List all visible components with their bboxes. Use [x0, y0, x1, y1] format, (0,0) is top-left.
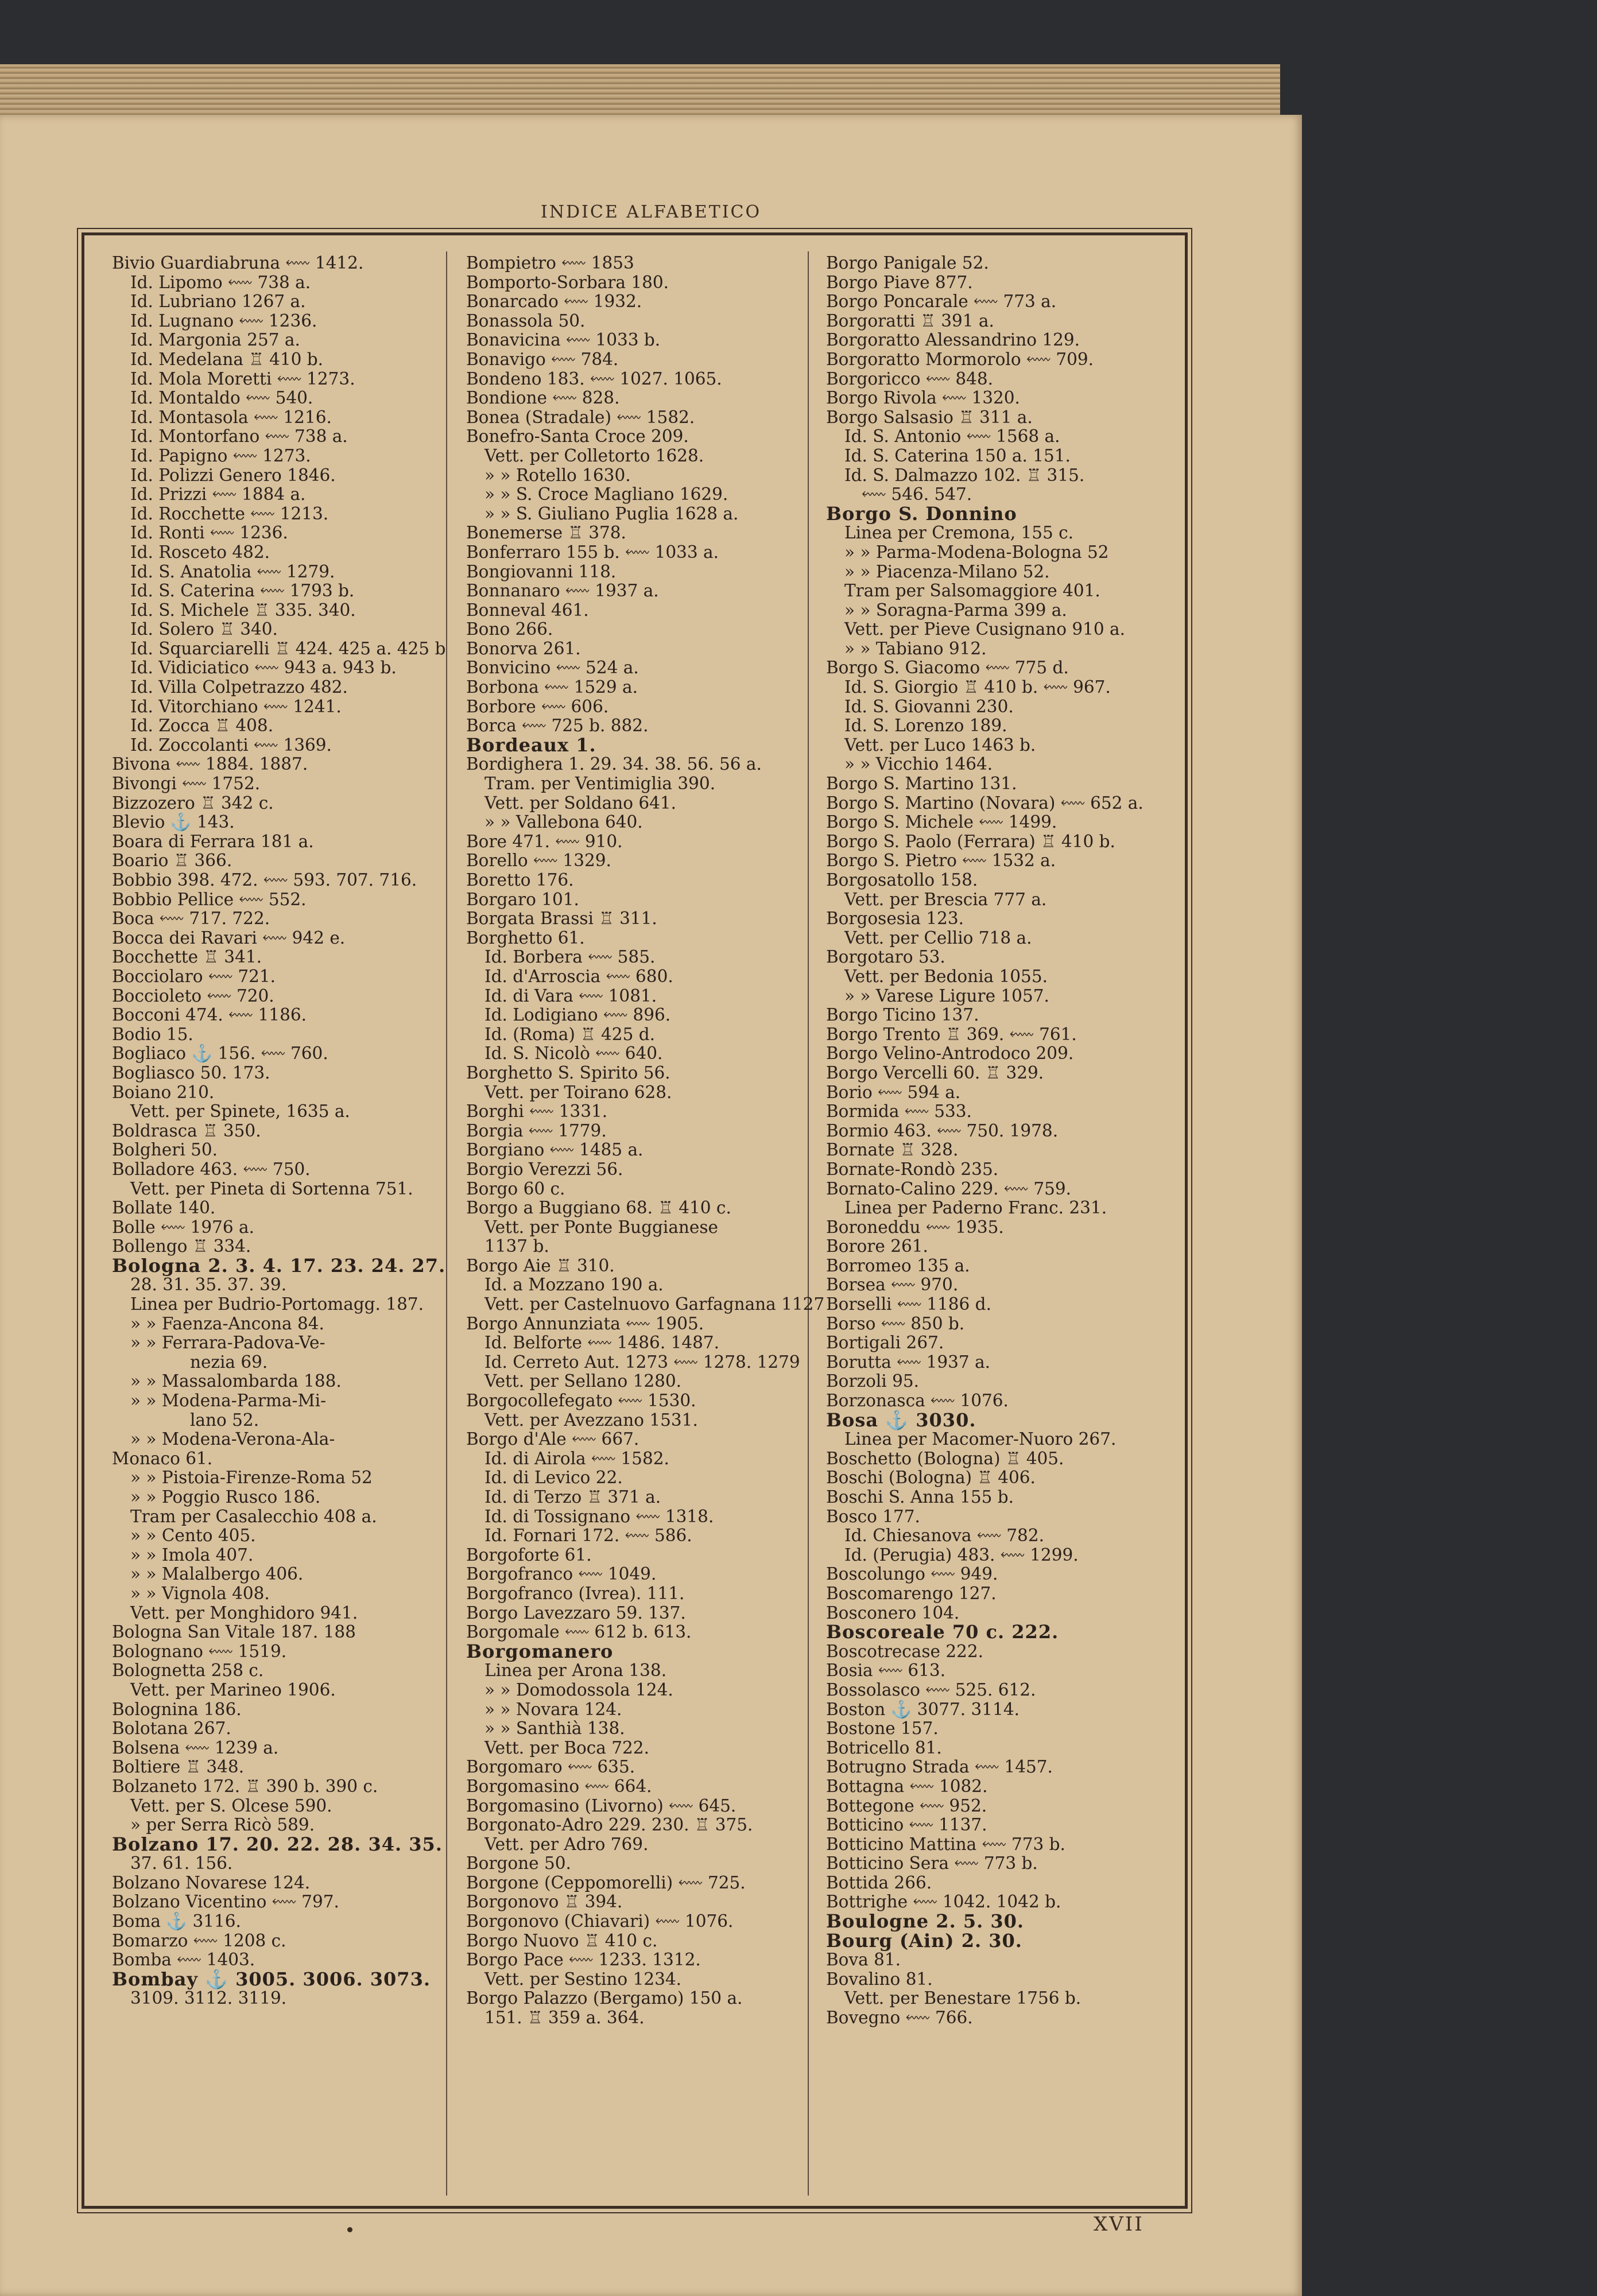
- index-entry: Borgo Vercelli 60. ♖ 329.: [826, 1062, 1044, 1083]
- index-entry: » » Varese Ligure 1057.: [844, 986, 1049, 1006]
- index-entry: Bosia ⬳ 613.: [826, 1661, 946, 1681]
- index-entry: Borbona ⬳ 1529 a.: [466, 677, 638, 697]
- index-entry: Id. Mola Moretti ⬳ 1273.: [130, 369, 355, 389]
- index-entry: Borghetto 61.: [466, 928, 585, 948]
- index-entry: Id. Vitorchiano ⬳ 1241.: [130, 696, 342, 716]
- index-entry: Bonea (Stradale) ⬳ 1582.: [466, 407, 695, 427]
- index-entry: » » Faenza-Ancona 84.: [130, 1313, 324, 1333]
- index-entry: Bolsena ⬳ 1239 a.: [112, 1737, 279, 1758]
- index-entry: Borgoratti ♖ 391 a.: [826, 311, 994, 331]
- index-entry: » » Piacenza-Milano 52.: [844, 561, 1050, 581]
- index-entry: Vett. per Adro 769.: [484, 1834, 649, 1854]
- index-entry: Bovalino 81.: [826, 1969, 933, 1989]
- index-entry: » » Tabiano 912.: [844, 638, 987, 658]
- index-entry: Borgoricco ⬳ 848.: [826, 369, 994, 389]
- index-entry: Bolzano 17. 20. 22. 28. 34. 35.: [112, 1833, 443, 1855]
- index-entry: Vett. per Benestare 1756 b.: [844, 1988, 1082, 2008]
- index-entry: Vett. per Brescia 777 a.: [844, 889, 1047, 909]
- index-entry: Bomarzo ⬳ 1208 c.: [112, 1930, 286, 1950]
- index-entry: Borgo Nuovo ♖ 410 c.: [466, 1930, 658, 1950]
- index-entry: » » S. Giuliano Puglia 1628 a.: [484, 503, 739, 523]
- index-entry: Bolzaneto 172. ♖ 390 b. 390 c.: [112, 1776, 378, 1796]
- index-entry: Id. Villa Colpetrazzo 482.: [130, 677, 348, 697]
- index-entry: Bondeno 183. ⬳ 1027. 1065.: [466, 369, 722, 389]
- index-entry: Vett. per Sestino 1234.: [484, 1969, 682, 1989]
- index-entry: Id. Margonia 257 a.: [130, 330, 300, 350]
- index-entry: Monaco 61.: [112, 1448, 213, 1468]
- index-entry: Id. Squarciarelli ♖ 424. 425 a. 425 b: [130, 638, 446, 658]
- index-entry: Bolle ⬳ 1976 a.: [112, 1217, 254, 1237]
- index-entry: Bonferraro 155 b. ⬳ 1033 a.: [466, 542, 719, 562]
- index-entry: Id. Polizzi Genero 1846.: [130, 465, 336, 485]
- index-entry: Bocca dei Ravari ⬳ 942 e.: [112, 928, 346, 948]
- index-entry: Id. Montorfano ⬳ 738 a.: [130, 426, 348, 447]
- index-entry: Id. Zoccolanti ⬳ 1369.: [130, 735, 332, 755]
- index-entry: Borgata Brassi ♖ 311.: [466, 909, 657, 929]
- index-entry: Vett. per Bedonia 1055.: [844, 966, 1048, 986]
- index-entry: Id. Fornari 172. ⬳ 586.: [484, 1526, 692, 1546]
- index-entry: Boiano 210.: [112, 1082, 215, 1102]
- index-entry: Id. Solero ♖ 340.: [130, 619, 278, 639]
- index-entry: Bolzano Novarese 124.: [112, 1872, 311, 1892]
- index-entry: Id. S. Nicolò ⬳ 640.: [484, 1044, 663, 1064]
- index-entry: » » Novara 124.: [484, 1699, 622, 1719]
- index-entry: Boscoreale 70 c. 222.: [826, 1621, 1059, 1643]
- index-entry: Borgo S. Donnino: [826, 502, 1017, 525]
- index-entry: Borgio Verezzi 56.: [466, 1159, 623, 1179]
- index-entry: Botticino ⬳ 1137.: [826, 1815, 987, 1835]
- index-entry: Tram per Salsomaggiore 401.: [844, 581, 1100, 601]
- index-entry: lano 52.: [190, 1410, 259, 1430]
- index-entry: Bonavicina ⬳ 1033 b.: [466, 330, 661, 350]
- index-entry: Borutta ⬳ 1937 a.: [826, 1352, 991, 1372]
- index-entry: Borgomaro ⬳ 635.: [466, 1757, 635, 1777]
- index-entry: Borca ⬳ 725 b. 882.: [466, 716, 649, 736]
- index-entry: Borgoforte 61.: [466, 1545, 592, 1565]
- index-entry: » » Modena-Verona-Ala-: [130, 1429, 335, 1449]
- index-entry: Bonarcado ⬳ 1932.: [466, 292, 642, 312]
- index-entry: Bonavigo ⬳ 784.: [466, 349, 619, 369]
- index-entry: Bosco 177.: [826, 1506, 920, 1526]
- index-entry: » » Soragna-Parma 399 a.: [844, 600, 1067, 620]
- index-entry: Id. Montaldo ⬳ 540.: [130, 388, 313, 408]
- index-entry: Id. di Terzo ♖ 371 a.: [484, 1487, 661, 1507]
- index-entry: Borgaro 101.: [466, 889, 579, 909]
- index-entry: Borgo a Buggiano 68. ♖ 410 c.: [466, 1198, 731, 1218]
- index-entry: Borso ⬳ 850 b.: [826, 1313, 965, 1333]
- index-entry: Vett. per Boca 722.: [484, 1737, 649, 1758]
- index-entry: 151. ♖ 359 a. 364.: [484, 2008, 645, 2028]
- index-entry: Id. di Tossignano ⬳ 1318.: [484, 1506, 714, 1526]
- index-entry: Bologna San Vitale 187. 188: [112, 1622, 356, 1642]
- index-entry: Vett. per Cellio 718 a.: [844, 928, 1032, 948]
- index-entry: Borgo Palazzo (Bergamo) 150 a.: [466, 1988, 743, 2008]
- page-number: XVII: [1094, 2213, 1144, 2236]
- index-entry: Bongiovanni 118.: [466, 561, 617, 581]
- index-entry: Vett. per Colletorto 1628.: [484, 445, 704, 466]
- index-entry: Id. Lugnano ⬳ 1236.: [130, 311, 317, 331]
- index-entry: 1137 b.: [484, 1236, 549, 1256]
- index-entry: Borgofranco (Ivrea). 111.: [466, 1583, 685, 1603]
- index-entry: Borgo S. Giacomo ⬳ 775 d.: [826, 658, 1069, 678]
- index-entry: Id. S. Dalmazzo 102. ♖ 315.: [844, 465, 1085, 485]
- index-entry: Id. S. Antonio ⬳ 1568 a.: [844, 426, 1060, 447]
- index-entry: 3109. 3112. 3119.: [130, 1988, 287, 2008]
- index-entry: Boretto 176.: [466, 870, 574, 890]
- index-entry: Boschi S. Anna 155 b.: [826, 1487, 1014, 1507]
- index-entry: Bostone 157.: [826, 1719, 939, 1739]
- index-entry: Bonefro-Santa Croce 209.: [466, 426, 689, 447]
- index-entry: Bottrighe ⬳ 1042. 1042 b.: [826, 1892, 1061, 1912]
- index-entry: Borore 261.: [826, 1236, 928, 1256]
- index-entry: Bosa ⚓ 3030.: [826, 1409, 976, 1431]
- index-entry: Id. S. Caterina 150 a. 151.: [844, 445, 1071, 466]
- index-entry: Id. Chiesanova ⬳ 782.: [844, 1526, 1044, 1546]
- index-entry: Bolognetta 258 c.: [112, 1661, 264, 1681]
- index-entry: » » Parma-Modena-Bologna 52: [844, 542, 1109, 562]
- index-entry: Vett. per Castelnuovo Garfagnana 1127: [484, 1294, 825, 1314]
- index-entry: Bonnanaro ⬳ 1937 a.: [466, 581, 659, 601]
- index-entry: Borgo S. Martino 131.: [826, 774, 1017, 794]
- page-speck: [347, 2227, 352, 2232]
- index-entry: Borgonovo (Chiavari) ⬳ 1076.: [466, 1911, 734, 1932]
- index-entry: Borghetto S. Spirito 56.: [466, 1062, 670, 1083]
- index-entry: Vett. per Marineo 1906.: [130, 1680, 336, 1700]
- index-entry: Bormida ⬳ 533.: [826, 1102, 972, 1122]
- index-entry: Botticino Mattina ⬳ 773 b.: [826, 1834, 1065, 1854]
- index-entry: Id. Lipomo ⬳ 738 a.: [130, 272, 311, 292]
- index-entry: Borgo Aie ♖ 310.: [466, 1255, 615, 1275]
- index-entry: Borgo Lavezzaro 59. 137.: [466, 1603, 686, 1623]
- index-entry: Bonorva 261.: [466, 638, 581, 658]
- index-entry: Bobbio Pellice ⬳ 552.: [112, 889, 307, 909]
- index-entry: » » Imola 407.: [130, 1545, 254, 1565]
- index-entry: Id. S. Anatolia ⬳ 1279.: [130, 561, 335, 581]
- index-entry: Borzoli 95.: [826, 1371, 920, 1391]
- index-entry: Borgo Piave 877.: [826, 272, 973, 292]
- index-entry: Id. Zocca ♖ 408.: [130, 716, 274, 736]
- index-entry: Bizzozero ♖ 342 c.: [112, 793, 274, 813]
- page-header: INDICE ALFABETICO: [540, 202, 762, 222]
- index-entry: Bornate ♖ 328.: [826, 1140, 959, 1160]
- index-entry: Bomba ⬳ 1403.: [112, 1950, 255, 1970]
- index-entry: Borgo S. Martino (Novara) ⬳ 652 a.: [826, 793, 1144, 813]
- index-entry: Id. Borbera ⬳ 585.: [484, 947, 656, 967]
- index-entry: Bova 81.: [826, 1950, 901, 1970]
- index-entry: Bocciolaro ⬳ 721.: [112, 966, 276, 986]
- index-entry: Linea per Cremona, 155 c.: [844, 523, 1074, 543]
- index-entry: Borgo Ticino 137.: [826, 1005, 979, 1025]
- index-entry: Id. di Airola ⬳ 1582.: [484, 1448, 669, 1468]
- index-entry: » » Domodossola 124.: [484, 1680, 673, 1700]
- index-entry: Borgo S. Paolo (Ferrara) ♖ 410 b.: [826, 831, 1115, 851]
- index-entry: Boston ⚓ 3077. 3114.: [826, 1699, 1020, 1719]
- index-entry: Borgo S. Michele ⬳ 1499.: [826, 812, 1057, 832]
- index-entry: Borgoratto Mormorolo ⬳ 709.: [826, 349, 1094, 369]
- index-entry: Bondione ⬳ 828.: [466, 388, 620, 408]
- index-entry: Borgofranco ⬳ 1049.: [466, 1564, 657, 1584]
- index-entry: 28. 31. 35. 37. 39.: [130, 1275, 287, 1295]
- index-entry: Vett. per Soldano 641.: [484, 793, 677, 813]
- index-entry: Vett. per Ponte Buggianese: [484, 1217, 718, 1237]
- index-entry: Borbore ⬳ 606.: [466, 696, 609, 716]
- index-entry: Borgonovo ♖ 394.: [466, 1892, 623, 1912]
- index-entry: Id. S. Michele ♖ 335. 340.: [130, 600, 356, 620]
- index-entry: Borgo Annunziata ⬳ 1905.: [466, 1313, 704, 1333]
- index-entry: » » Pistoia-Firenze-Roma 52: [130, 1468, 373, 1488]
- index-entry: Boccioleto ⬳ 720.: [112, 986, 274, 1006]
- index-entry: Vett. per Pieve Cusignano 910 a.: [844, 619, 1125, 639]
- index-entry: Id. Montasola ⬳ 1216.: [130, 407, 332, 427]
- index-entry: Bornato-Calino 229. ⬳ 759.: [826, 1178, 1072, 1199]
- index-entry: Bolognina 186.: [112, 1699, 242, 1719]
- index-entry: Borromeo 135 a.: [826, 1255, 970, 1275]
- index-entry: Vett. per Monghidoro 941.: [130, 1603, 358, 1623]
- index-entry: Boario ♖ 366.: [112, 851, 232, 871]
- index-entry: Borzonasca ⬳ 1076.: [826, 1391, 1009, 1411]
- index-entry: Bolotana 267.: [112, 1719, 231, 1739]
- index-entry: Borgomale ⬳ 612 b. 613.: [466, 1622, 692, 1642]
- index-entry: Bortigali 267.: [826, 1333, 944, 1353]
- index-entry: Boara di Ferrara 181 a.: [112, 831, 314, 851]
- index-entry: Id. Lodigiano ⬳ 896.: [484, 1005, 671, 1025]
- index-entry: Id. di Levico 22.: [484, 1468, 623, 1488]
- index-entry: Borgoratto Alessandrino 129.: [826, 330, 1080, 350]
- index-entry: Boscotrecase 222.: [826, 1641, 984, 1661]
- index-entry: Id. Lubriano 1267 a.: [130, 292, 306, 312]
- index-entry: Vett. per Avezzano 1531.: [484, 1410, 698, 1430]
- index-entry: Bore 471. ⬳ 910.: [466, 831, 623, 851]
- index-entry: Borgiano ⬳ 1485 a.: [466, 1140, 644, 1160]
- index-entry: Bossolasco ⬳ 525. 612.: [826, 1680, 1036, 1700]
- index-entry: Bomporto-Sorbara 180.: [466, 272, 669, 292]
- index-entry: Vett. per Sellano 1280.: [484, 1371, 682, 1391]
- index-entry: Borgo d'Ale ⬳ 667.: [466, 1429, 639, 1449]
- index-entry: Boca ⬳ 717. 722.: [112, 909, 270, 929]
- index-entry: Id. (Roma) ♖ 425 d.: [484, 1024, 655, 1044]
- index-entry: Bivongi ⬳ 1752.: [112, 774, 261, 794]
- index-entry: Boschi (Bologna) ♖ 406.: [826, 1468, 1036, 1488]
- index-entry: Bordighera 1. 29. 34. 38. 56. 56 a.: [466, 754, 762, 774]
- index-entry: Id. di Vara ⬳ 1081.: [484, 986, 657, 1006]
- index-entry: Id. Vidiciatico ⬳ 943 a. 943 b.: [130, 658, 397, 678]
- index-entry: Borselli ⬳ 1186 d.: [826, 1294, 991, 1314]
- index-entry: Bono 266.: [466, 619, 553, 639]
- index-entry: Id. Cerreto Aut. 1273 ⬳ 1278. 1279: [484, 1352, 800, 1372]
- index-entry: Bompietro ⬳ 1853: [466, 253, 634, 273]
- index-entry: Bollate 140.: [112, 1198, 216, 1218]
- index-column-1: [112, 254, 445, 2196]
- index-entry: Bonemerse ♖ 378.: [466, 523, 626, 543]
- index-entry: Boschetto (Bologna) ♖ 405.: [826, 1448, 1064, 1468]
- index-entry: Bodio 15.: [112, 1024, 193, 1044]
- index-entry: Bottagna ⬳ 1082.: [826, 1776, 988, 1796]
- index-entry: » » Poggio Rusco 186.: [130, 1487, 321, 1507]
- index-entry: Boma ⚓ 3116.: [112, 1911, 241, 1932]
- index-entry: Id. (Perugia) 483. ⬳ 1299.: [844, 1545, 1079, 1565]
- index-entry: Borio ⬳ 594 a.: [826, 1082, 961, 1102]
- index-entry: Linea per Paderno Franc. 231.: [844, 1198, 1107, 1218]
- index-entry: Bottegone ⬳ 952.: [826, 1795, 987, 1816]
- index-entry: Id. Papigno ⬳ 1273.: [130, 445, 311, 466]
- index-entry: Bourg (Ain) 2. 30.: [826, 1929, 1022, 1952]
- index-entry: Bovegno ⬳ 766.: [826, 2008, 973, 2028]
- index-entry: Boscomarengo 127.: [826, 1583, 997, 1603]
- index-entry: Bonassola 50.: [466, 311, 586, 331]
- index-entry: Borello ⬳ 1329.: [466, 851, 611, 871]
- index-entry: Bottida 266.: [826, 1872, 932, 1892]
- index-entry: » » Vicchio 1464.: [844, 754, 993, 774]
- index-entry: Id. a Mozzano 190 a.: [484, 1275, 664, 1295]
- index-entry: Borgo Velino-Antrodoco 209.: [826, 1044, 1074, 1064]
- index-entry: Linea per Macomer-Nuoro 267.: [844, 1429, 1117, 1449]
- index-entry: Bivio Guardiabruna ⬳ 1412.: [112, 253, 364, 273]
- index-entry: Borgo Trento ♖ 369. ⬳ 761.: [826, 1024, 1077, 1044]
- index-entry: Borgo Pace ⬳ 1233. 1312.: [466, 1950, 701, 1970]
- index-entry: Borgia ⬳ 1779.: [466, 1120, 607, 1141]
- index-entry: Borgocollefegato ⬳ 1530.: [466, 1391, 696, 1411]
- index-entry: » » Malalbergo 406.: [130, 1564, 304, 1584]
- index-entry: Vett. per Luco 1463 b.: [844, 735, 1036, 755]
- index-entry: Bosconero 104.: [826, 1603, 960, 1623]
- index-entry: Bolzano Vicentino ⬳ 797.: [112, 1892, 339, 1912]
- index-entry: Borgomasino (Livorno) ⬳ 645.: [466, 1795, 737, 1816]
- index-entry: Botrugno Strada ⬳ 1457.: [826, 1757, 1053, 1777]
- index-frame: [82, 232, 1188, 2209]
- index-entry: » » Rotello 1630.: [484, 465, 631, 485]
- index-entry: ⬳ 546. 547.: [862, 484, 972, 505]
- index-entry: Boldrasca ♖ 350.: [112, 1120, 261, 1141]
- index-entry: Vett. per Pineta di Sortenna 751.: [130, 1178, 413, 1199]
- index-entry: Bolladore 463. ⬳ 750.: [112, 1159, 311, 1179]
- index-entry: Borgomasino ⬳ 664.: [466, 1776, 652, 1796]
- index-entry: Linea per Arona 138.: [484, 1661, 667, 1681]
- index-entry: Boroneddu ⬳ 1935.: [826, 1217, 1004, 1237]
- index-entry: Botricello 81.: [826, 1737, 942, 1758]
- index-entry: Borghi ⬳ 1331.: [466, 1102, 608, 1122]
- index-entry: Borgomanero: [466, 1640, 614, 1662]
- index-entry: Id. Prizzi ⬳ 1884 a.: [130, 484, 306, 505]
- index-entry: » » Ferrara-Padova-Ve-: [130, 1333, 325, 1353]
- index-entry: Bonneval 461.: [466, 600, 589, 620]
- index-entry: Bogliasco 50. 173.: [112, 1062, 270, 1083]
- index-entry: Borgo 60 c.: [466, 1178, 565, 1199]
- index-entry: Borgone (Ceppomorelli) ⬳ 725.: [466, 1872, 746, 1892]
- index-entry: Id. Rosceto 482.: [130, 542, 270, 562]
- index-entry: Blevio ⚓ 143.: [112, 812, 235, 832]
- index-entry: » » Modena-Parma-Mi-: [130, 1391, 327, 1411]
- index-entry: » per Serra Ricò 589.: [130, 1815, 315, 1835]
- index-entry: Vett. per Toirano 628.: [484, 1082, 672, 1102]
- index-entry: Bologna 2. 3. 4. 17. 23. 24. 27.: [112, 1254, 446, 1277]
- index-entry: » » Cento 405.: [130, 1526, 256, 1546]
- index-entry: Id. S. Giovanni 230.: [844, 696, 1014, 716]
- index-entry: Boulogne 2. 5. 30.: [826, 1910, 1025, 1933]
- column-rule: [446, 251, 447, 2196]
- index-entry: nezia 69.: [190, 1352, 268, 1372]
- index-entry: Id. S. Giorgio ♖ 410 b. ⬳ 967.: [844, 677, 1111, 697]
- index-entry: Tram per Casalecchio 408 a.: [130, 1506, 377, 1526]
- index-column-2: [466, 254, 824, 2196]
- index-entry: Bolognano ⬳ 1519.: [112, 1641, 287, 1661]
- index-entry: Bolgheri 50.: [112, 1140, 218, 1160]
- index-entry: Linea per Budrio-Portomagg. 187.: [130, 1294, 424, 1314]
- index-entry: Vett. per Spinete, 1635 a.: [130, 1102, 350, 1122]
- index-entry: » » S. Croce Magliano 1629.: [484, 484, 728, 505]
- index-entry: » » Vallebona 640.: [484, 812, 643, 832]
- index-entry: Id. Rocchette ⬳ 1213.: [130, 503, 329, 523]
- index-entry: Borgonato-Adro 229. 230. ♖ 375.: [466, 1815, 753, 1835]
- index-entry: Boscolungo ⬳ 949.: [826, 1564, 998, 1584]
- index-entry: Tram. per Ventimiglia 390.: [484, 774, 716, 794]
- index-entry: Bocchette ♖ 341.: [112, 947, 262, 967]
- index-entry: Botticino Sera ⬳ 773 b.: [826, 1853, 1038, 1874]
- index-entry: Borgo Panigale 52.: [826, 253, 989, 273]
- index-entry: 37. 61. 156.: [130, 1853, 233, 1874]
- index-entry: Bocconi 474. ⬳ 1186.: [112, 1005, 307, 1025]
- index-entry: Id. Medelana ♖ 410 b.: [130, 349, 324, 369]
- index-entry: Borsea ⬳ 970.: [826, 1275, 959, 1295]
- index-entry: Borgo S. Pietro ⬳ 1532 a.: [826, 851, 1056, 871]
- index-entry: Id. S. Caterina ⬳ 1793 b.: [130, 581, 355, 601]
- index-entry: Borgotaro 53.: [826, 947, 945, 967]
- index-entry: Bormio 463. ⬳ 750. 1978.: [826, 1120, 1059, 1141]
- index-entry: Borgo Salsasio ♖ 311 a.: [826, 407, 1033, 427]
- index-entry: Id. Belforte ⬳ 1486. 1487.: [484, 1333, 720, 1353]
- index-entry: Bonvicino ⬳ 524 a.: [466, 658, 639, 678]
- index-entry: Bornate-Rondò 235.: [826, 1159, 999, 1179]
- index-entry: Bombay ⚓ 3005. 3006. 3073.: [112, 1968, 431, 1990]
- index-entry: Id. d'Arroscia ⬳ 680.: [484, 966, 673, 986]
- index-entry: Bordeaux 1.: [466, 734, 596, 756]
- index-entry: Borgone 50.: [466, 1853, 571, 1874]
- index-entry: Borgosatollo 158.: [826, 870, 978, 890]
- index-entry: Borgo Poncarale ⬳ 773 a.: [826, 292, 1057, 312]
- index-entry: » » Santhià 138.: [484, 1719, 625, 1739]
- index-entry: Borgo Rivola ⬳ 1320.: [826, 388, 1020, 408]
- book-page: [0, 115, 1302, 2296]
- index-entry: Bollengo ♖ 334.: [112, 1236, 251, 1256]
- index-entry: Boltiere ♖ 348.: [112, 1757, 245, 1777]
- index-entry: Id. Ronti ⬳ 1236.: [130, 523, 288, 543]
- index-entry: Id. S. Lorenzo 189.: [844, 716, 1007, 736]
- index-entry: » » Vignola 408.: [130, 1583, 270, 1603]
- index-entry: Bivona ⬳ 1884. 1887.: [112, 754, 308, 774]
- index-entry: Vett. per S. Olcese 590.: [130, 1795, 332, 1816]
- index-entry: Bogliaco ⚓ 156. ⬳ 760.: [112, 1044, 328, 1064]
- index-entry: Bobbio 398. 472. ⬳ 593. 707. 716.: [112, 870, 417, 890]
- index-entry: Borgosesia 123.: [826, 909, 964, 929]
- index-column-3: [826, 254, 1144, 2196]
- index-entry: » » Massalombarda 188.: [130, 1371, 342, 1391]
